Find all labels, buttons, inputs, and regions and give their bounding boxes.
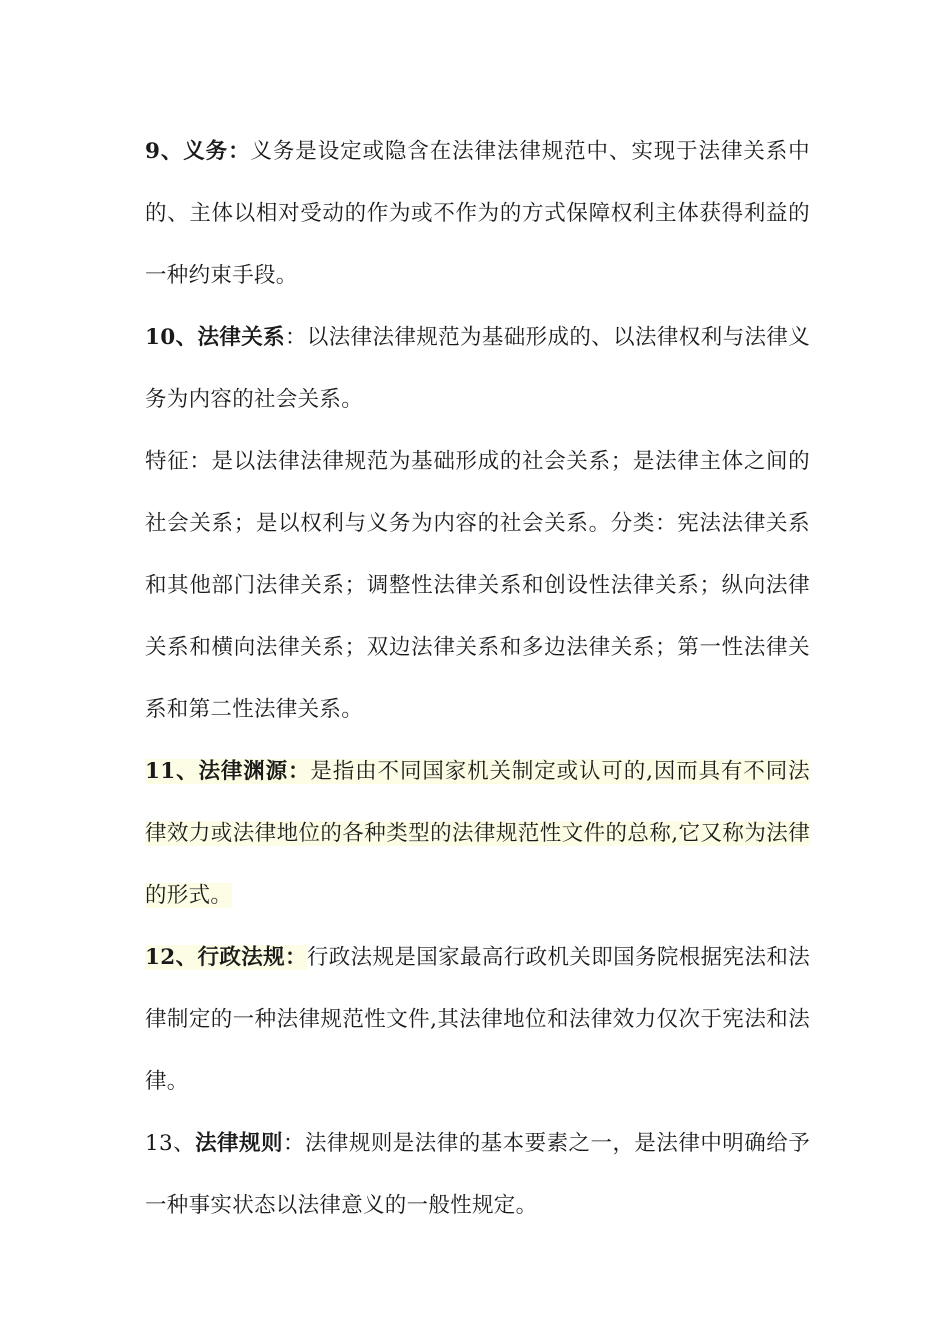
- features-text: 特征：是以法律法律规范为基础形成的社会关系；是法律主体之间的社会关系；是以权利与义务为内容的社会关系。分类：宪法法律关系和其他部门法律关系；调整性法律关系和创设性法律关系；纵向法律关系和横向法律关系；双边法律关系和多边法律关系；第一性法律关系和第二性法律关系。: [145, 449, 810, 722]
- definition-text: 法律规则是法律的基本要素之一，是法律中明确给予一种事实状态以法律意义的一般性规定。: [145, 1131, 810, 1218]
- term-separator: ：: [282, 1131, 305, 1156]
- term-label: 10、法律关系: [145, 325, 285, 350]
- term-label: 12、行政法规：: [145, 945, 307, 970]
- term-label: 法律规则: [195, 1131, 283, 1156]
- definition-text: 行政法规是国家最高行政机关即国务院根据宪法和法律制定的一种法律规范性文件,其法律地位和法律效力仅次于宪法和法律。: [145, 945, 810, 1094]
- definition-text: 是指由不同国家机关制定或认可的,因而具有不同法律效力或法律地位的各种类型的法律规范性文件的总称,它又称为法律的形式。: [145, 759, 810, 908]
- definition-legal-relation: [145, 307, 810, 431]
- legal-relation-features: [145, 431, 810, 741]
- term-label: 11、法律渊源：: [145, 759, 311, 784]
- definition-administrative-regulation: [145, 927, 810, 1113]
- term-label: 9、义务：: [145, 139, 251, 164]
- definition-text: 义务是设定或隐含在法律法律规范中、实现于法律关系中的、主体以相对受动的作为或不作为的方式保障权利主体获得利益的一种约束手段。: [145, 139, 810, 288]
- definition-legal-source: [145, 741, 810, 927]
- term-number: 13、: [145, 1131, 196, 1156]
- definition-obligation: [145, 121, 810, 307]
- document-page: [145, 121, 810, 1237]
- definition-text: 以法律法律规范为基础形成的、以法律权利与法律义务为内容的社会关系。: [145, 325, 810, 412]
- term-separator: ：: [285, 325, 307, 350]
- definition-legal-rule: [145, 1113, 810, 1237]
